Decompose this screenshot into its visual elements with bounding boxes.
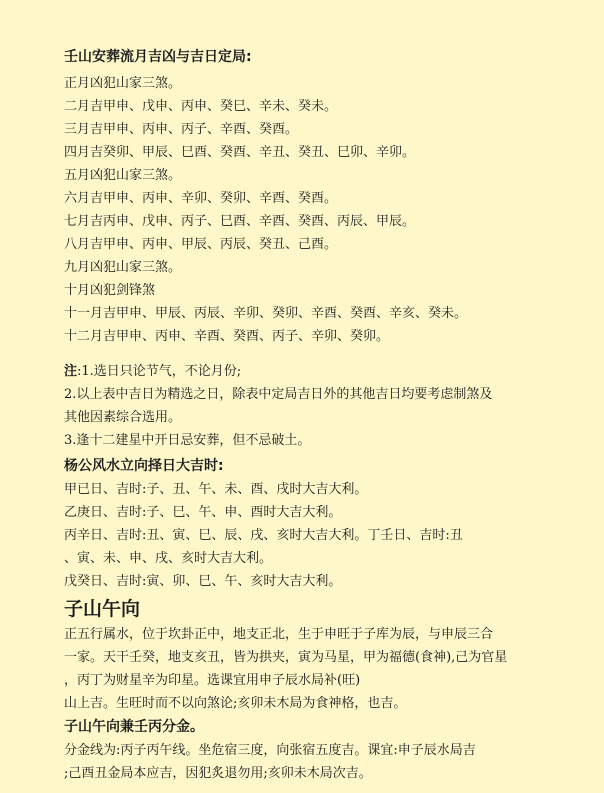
month-line: 三月吉甲申、丙申、丙子、辛酉、癸酉。 (64, 122, 299, 137)
month-line: 九月凶犯山家三煞。 (64, 260, 182, 275)
section1-title: 壬山安葬流月吉凶与吉日定局: (64, 49, 252, 65)
notes-block (64, 360, 584, 452)
hour-line: 甲已日、吉时:子、丑、午、未、酉、戌时大吉大利。 (64, 482, 368, 497)
month-line: 五月凶犯山家三煞。 (64, 168, 182, 183)
month-line: 八月吉甲申、丙申、甲辰、丙辰、癸丑、己酉。 (64, 237, 338, 252)
month-line: 二月吉甲申、戊申、丙申、癸巳、辛未、癸未。 (64, 99, 338, 114)
note-line-4: 3.逢十二建星中开日忌安葬，但不忌破土。 (64, 433, 311, 448)
auspicious-hours-list (64, 478, 584, 593)
paragraph-line: 一家。天干壬癸，地支亥丑，皆为拱夹，寅为马星，甲为福德(食神),己为官星 (64, 650, 508, 665)
section3-heading: 子山午向 (64, 598, 141, 620)
section4-paragraph (64, 739, 584, 785)
hour-line: 、寅、未、申、戌、亥时大吉大利。 (64, 551, 273, 566)
note-label: 注 (64, 364, 78, 379)
hour-line: 戊癸日、吉时:寅、卯、巳、午、亥时大吉大利。 (64, 574, 342, 589)
note-line-1 (64, 360, 584, 383)
section3-paragraph (64, 623, 584, 715)
paragraph-line: 山上吉。生旺时而不以向煞论;亥卯未木局为食神格，也吉。 (64, 696, 407, 711)
month-line: 四月吉癸卯、甲辰、巳酉、癸酉、辛丑、癸丑、巳卯、辛卯。 (64, 145, 416, 160)
paragraph-line: ;己酉丑金局本应吉，因犯炙退勿用;亥卯未木局次吉。 (64, 766, 372, 781)
month-line: 十一月吉甲申、甲辰、丙辰、辛卯、癸卯、辛酉、癸酉、辛亥、癸未。 (64, 306, 468, 321)
paragraph-line: 正五行属水，位于坎卦正中，地支正北，生于申旺于子库为辰，与申辰三合 (64, 627, 494, 642)
section4-heading: 子山午向兼壬丙分金。 (64, 719, 204, 735)
month-line: 十二月吉甲申、丙申、辛酉、癸酉、丙子、辛卯、癸卯。 (64, 329, 390, 344)
hour-line: 乙庚日、吉时:子、巳、午、申、酉时大吉大利。 (64, 505, 342, 520)
note-line-2: 2.以上表中吉日为精选之日，除表中定局吉日外的其他吉日均要考虑制煞及 (64, 387, 493, 402)
paragraph-line: ，丙丁为财星辛为印星。选课宜用申子辰水局补(旺) (64, 673, 361, 688)
note-line-3: 其他因素综合选用。 (64, 410, 182, 425)
month-line: 七月吉丙申、戊申、丙子、巳酉、辛酉、癸酉、丙辰、甲辰。 (64, 214, 416, 229)
section2-title: 杨公风水立向择日大吉时: (64, 458, 224, 474)
note-text: :1.选日只论节气，不论月份; (77, 364, 242, 379)
month-line: 十月凶犯剑锋煞 (64, 283, 156, 298)
month-list (64, 72, 584, 348)
month-line: 正月凶犯山家三煞。 (64, 76, 182, 91)
month-line: 六月吉甲申、丙申、辛卯、癸卯、辛酉、癸酉。 (64, 191, 338, 206)
paragraph-line: 分金线为:丙子丙午线。坐危宿三度，向张宿五度吉。课宜:申子辰水局吉 (64, 743, 476, 758)
hour-line: 丙辛日、吉时:丑、寅、巳、辰、戌、亥时大吉大利。丁壬日、吉时:丑 (64, 528, 463, 543)
